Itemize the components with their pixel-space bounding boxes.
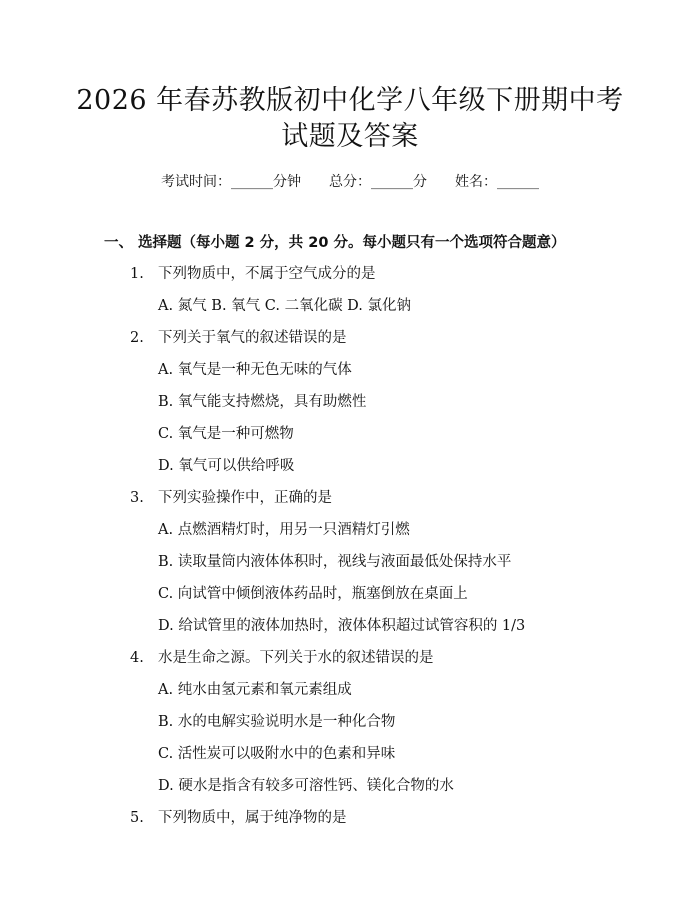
option-a: A. 纯水由氢元素和氧元素组成 [158, 682, 352, 698]
question-text: 下列关于氧气的叙述错误的是 [158, 330, 347, 346]
question-5 [130, 806, 347, 827]
question-text: 下列实验操作中，正确的是 [158, 490, 332, 506]
section-heading [104, 231, 565, 252]
option-b: B. 读取量筒内液体体积时，视线与液面最低处保持水平 [158, 554, 512, 570]
page-title-line-2: 试题及答案 [281, 121, 419, 152]
exam-time: 考试时间：______分钟 [161, 174, 301, 190]
option-c: C. 氧气是一种可燃物 [158, 426, 294, 442]
exam-meta [0, 171, 700, 191]
question-3 [130, 486, 332, 507]
option-c: C. 活性炭可以吸附水中的色素和异味 [158, 746, 396, 762]
section-title: 选择题（每小题 2 分，共 20 分。每小题只有一个选项符合题意） [138, 235, 566, 251]
question-1-options: A. 氮气 B. 氧气 C. 二氧化碳 D. 氯化钠 [158, 298, 412, 314]
question-number: 3. [130, 490, 144, 506]
option-d: D. 硬水是指含有较多可溶性钙、镁化合物的水 [158, 778, 454, 794]
option-c: C. 向试管中倾倒液体药品时，瓶塞倒放在桌面上 [158, 586, 468, 602]
question-text: 下列物质中，属于纯净物的是 [158, 810, 347, 826]
question-text: 下列物质中，不属于空气成分的是 [158, 266, 376, 282]
option-a: A. 氧气是一种无色无味的气体 [158, 362, 352, 378]
option-d: D. 氧气可以供给呼吸 [158, 458, 295, 474]
section-number: 一、 [104, 235, 133, 251]
question-number: 5. [130, 810, 144, 826]
question-number: 2. [130, 330, 144, 346]
student-name: 姓名：______ [455, 174, 539, 190]
page-title-line-1: 2026 年春苏教版初中化学八年级下册期中考 [76, 85, 624, 116]
option-a: A. 点燃酒精灯时，用另一只酒精灯引燃 [158, 522, 410, 538]
question-text: 水是生命之源。下列关于水的叙述错误的是 [158, 650, 434, 666]
option-b: B. 氧气能支持燃烧，具有助燃性 [158, 394, 367, 410]
question-2 [130, 326, 347, 347]
question-4 [130, 646, 434, 667]
question-number: 1. [130, 266, 144, 282]
question-1 [130, 262, 376, 283]
option-d: D. 给试管里的液体加热时，液体体积超过试管容积的 1/3 [158, 618, 526, 634]
option-b: B. 水的电解实验说明水是一种化合物 [158, 714, 396, 730]
total-score: 总分：______分 [329, 174, 427, 190]
question-number: 4. [130, 650, 144, 666]
